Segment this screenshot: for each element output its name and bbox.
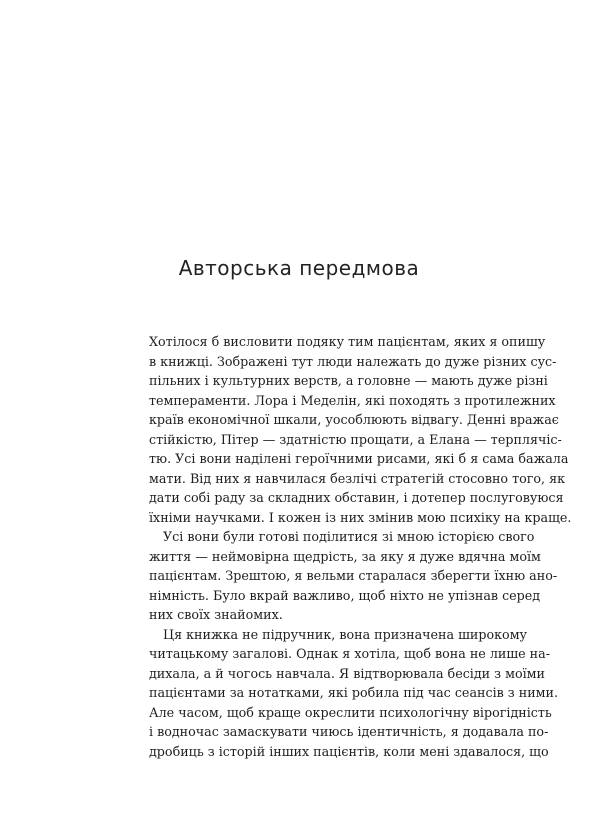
paragraph-1-line: країв економічної шкали, уособлюють відвагу. Денні вражає — [149, 412, 559, 427]
paragraph-3-line: дихала, а й чогось навчала. Я відтворювала бесіди з моїми — [149, 665, 546, 681]
paragraph-1-line: дати собі раду за складних обставин, і дотепер послуговуюся — [149, 490, 564, 505]
chapter-title: Авторська передмова — [178, 256, 420, 280]
paragraph-1-line: темпераменти. Лора і Меделін, які походять з протилежних — [149, 392, 556, 408]
paragraph-2-line: німність. Було вкрай важливо, щоб ніхто не упізнав серед — [149, 587, 541, 603]
paragraph-1-line: Хотілося б висловити подяку тим пацієнтам, яких я опишу — [149, 334, 546, 349]
paragraph-2-line: життя — неймовірна щедрість, за яку я дуже вдячна моїм — [149, 548, 541, 564]
paragraph-1-line: тю. Усі вони наділені героїчними рисами, які б я сама бажала — [149, 451, 569, 466]
paragraph-1-line: пільних і культурних верств, а головне — мають дуже різні — [149, 373, 548, 388]
paragraph-2-line: них своїх знайомих. — [149, 607, 283, 622]
body-text — [149, 332, 572, 761]
paragraph-2-line: Усі вони були готові поділитися зі мною історією свого — [163, 529, 535, 544]
paragraph-3-line: і водночас замаскувати чиюсь ідентичність, я додавала по- — [149, 724, 549, 739]
paragraph-1-line: мати. Від них я навчилася безлічі стратегій стосовно того, як — [149, 470, 566, 486]
paragraph-3-line: Ця книжка не підручник, вона призначена широкому — [163, 626, 528, 642]
paragraph-1-line: їхніми научками. І кожен із них змінив мою психіку на краще. — [149, 509, 572, 525]
paragraph-3-line: пацієнтами за нотатками, які робила під час сеансів з ними. — [149, 685, 559, 700]
paragraph-2-line: пацієнтам. Зрештою, я вельми старалася зберегти їхню ано- — [149, 568, 558, 583]
paragraph-1-line: стійкістю, Пітер — здатністю прощати, а Елана — терплячіс- — [149, 431, 562, 447]
paragraph-3-line: дробиць з історій інших пацієнтів, коли мені здавалося, що — [149, 743, 549, 759]
paragraph-3-line: Але часом, щоб краще окреслити психологічну вірогідність — [149, 704, 552, 720]
paragraph-1-line: в книжці. Зображені тут люди належать до дуже різних сус- — [149, 353, 557, 369]
paragraph-3-line: читацькому загалові. Однак я хотіла, щоб вона не лише на- — [149, 646, 550, 661]
